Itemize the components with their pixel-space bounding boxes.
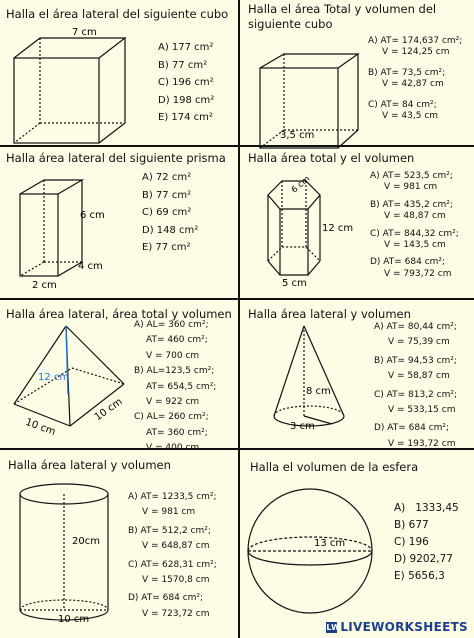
pyramid-figure: [0, 322, 140, 447]
problem-1-options: [158, 39, 214, 127]
option-c-volume: V = 533,15 cm: [388, 405, 456, 416]
option-a-volume: V = 75,39 cm: [388, 337, 450, 348]
option-e[interactable]: E) 174 cm²: [158, 112, 213, 123]
option-b[interactable]: B) 77 cm²: [158, 59, 208, 71]
option-a[interactable]: A) AT= 80,44 cm²;: [374, 322, 457, 332]
cube-figure: [0, 28, 140, 138]
prism-width-label: 2 cm: [32, 280, 57, 291]
problem-2-options: [368, 36, 462, 122]
sphere-diameter-label: 13 cm: [314, 538, 346, 549]
option-c[interactable]: C) 69 cm²: [142, 207, 192, 218]
option-d[interactable]: D) 148 cm²: [142, 224, 199, 236]
cylinder-figure: [0, 480, 130, 630]
problem-1: [0, 0, 238, 145]
option-b-volume: V = 42,87 cm: [382, 79, 444, 90]
problem-3: [0, 147, 238, 298]
option-b[interactable]: B) AT= 94,53 cm²;: [374, 355, 457, 366]
problem-5-title: Halla área lateral, área total y volumen: [6, 307, 232, 321]
problem-6: [240, 300, 474, 448]
option-a[interactable]: A) 177 cm²: [158, 42, 214, 53]
cone-radius-label: 3 cm: [290, 421, 315, 432]
option-b[interactable]: B) AL=123,5 cm²;: [134, 366, 215, 377]
problem-2-title: Halla el área Total y volumen del siguiente cubo: [248, 2, 437, 31]
option-a-total: AT= 460 cm²;: [146, 335, 208, 346]
cylinder-diameter-label: 10 cm: [58, 614, 90, 625]
pyramid-height-line: [66, 326, 68, 394]
option-b[interactable]: B) AT= 435,2 cm²;: [370, 199, 453, 210]
cone-figure: [240, 322, 360, 447]
option-c-volume: V = 1570,8 cm: [142, 575, 210, 586]
problem-4: [240, 147, 474, 298]
pyramid-base-label-2: 10 cm: [92, 396, 125, 424]
problem-2: [240, 0, 474, 145]
option-c[interactable]: C) AT= 844,32 cm²;: [370, 228, 459, 239]
cylinder-height-label: 20cm: [72, 536, 100, 547]
option-d[interactable]: D) 198 cm²: [158, 94, 215, 106]
option-b-volume: V = 58,87 cm: [388, 371, 450, 382]
option-b[interactable]: B) 677: [394, 519, 429, 531]
option-c-total: AT= 360 cm²;: [146, 427, 208, 438]
problem-3-options: [142, 169, 198, 257]
option-d[interactable]: D) AT= 684 cm²;: [374, 423, 450, 434]
option-c[interactable]: C) AT= 813,2 cm²;: [374, 389, 457, 400]
hexagonal-prism-figure: [240, 169, 360, 294]
hexagon-side-label: 6 cm: [289, 174, 313, 196]
liveworksheets-logo: [326, 620, 468, 634]
option-d[interactable]: D) 9202,77: [394, 553, 453, 565]
problem-6-options: [374, 322, 457, 450]
option-a[interactable]: A) AT= 1233,5 cm²;: [128, 492, 217, 502]
liveworksheets-logo-mark: LW: [326, 623, 341, 632]
option-d[interactable]: D) AT= 684 cm²;: [370, 257, 446, 268]
option-b[interactable]: B) AT= 73,5 cm²;: [368, 67, 446, 78]
problem-5-options: [134, 320, 216, 455]
cube-figure-2: [240, 34, 360, 144]
option-e[interactable]: E) 77 cm²: [142, 242, 191, 253]
option-d-volume: V = 723,72 cm: [142, 608, 210, 619]
option-c[interactable]: C) 196 cm²: [158, 77, 214, 88]
hexagon-base-label: 5 cm: [282, 278, 307, 289]
prism-depth-label: 4 cm: [78, 261, 103, 272]
problem-4-title: Halla área total y el volumen: [248, 151, 415, 165]
option-a-volume: V = 981 cm: [384, 182, 438, 193]
cone-height-label: 8 cm: [306, 386, 331, 397]
problem-4-options: [370, 171, 459, 280]
option-c[interactable]: C) AT= 628,31 cm²;: [128, 559, 217, 570]
liveworksheets-logo-text: LIVEWORKSHEETS: [340, 620, 468, 634]
problem-8: [240, 450, 474, 638]
pyramid-height-label: 12 cm: [38, 372, 70, 383]
option-a[interactable]: A) AT= 523,5 cm²;: [370, 171, 453, 181]
option-d-volume: V = 193,72 cm: [388, 438, 456, 449]
option-b[interactable]: B) 77 cm²: [142, 189, 192, 201]
option-c[interactable]: C) AT= 84 cm²;: [368, 99, 437, 110]
option-b[interactable]: B) AT= 512,2 cm²;: [128, 525, 211, 536]
option-b-total: AT= 654,5 cm²;: [146, 381, 217, 392]
prism-height-label: 12 cm: [322, 223, 354, 234]
option-b-volume: V = 48,87 cm: [384, 211, 446, 222]
problem-7-options: [128, 492, 217, 620]
option-a[interactable]: A) AL= 360 cm²;: [134, 320, 209, 330]
option-b-volume: V = 648,87 cm: [142, 541, 210, 552]
prism-figure: [0, 172, 110, 297]
problem-7: [0, 450, 238, 638]
option-a-volume: V = 981 cm: [142, 507, 196, 518]
prism-height-label: 6 cm: [80, 210, 105, 221]
problem-5: [0, 300, 238, 454]
option-b-volume: V = 922 cm: [146, 397, 200, 408]
cube-edge-label-2: 3,5 cm: [280, 130, 315, 141]
option-c[interactable]: C) 196: [394, 536, 429, 548]
option-c-volume: V = 400 cm: [146, 443, 200, 454]
problem-1-title: Halla el área lateral del siguiente cubo: [6, 7, 229, 21]
option-c[interactable]: C) AL= 260 cm²;: [134, 412, 209, 423]
option-d-volume: V = 793,72 cm: [384, 268, 452, 279]
problem-3-title: Halla área lateral del siguiente prisma: [6, 151, 226, 165]
option-a[interactable]: A) 72 cm²: [142, 172, 192, 183]
option-a[interactable]: A) AT= 174,637 cm²;: [368, 36, 463, 46]
option-d[interactable]: D) AT= 684 cm²;: [128, 593, 204, 604]
option-c-volume: V = 143,5 cm: [384, 240, 446, 251]
problem-6-title: Halla área lateral y volumen: [248, 307, 411, 321]
option-e[interactable]: E) 5656,3: [394, 570, 445, 582]
problem-8-options: [394, 500, 459, 585]
cube-edge-label: 7 cm: [72, 27, 97, 38]
option-a-volume: V = 124,25 cm: [382, 47, 450, 58]
pyramid-base-label-1: 10 cm: [23, 416, 57, 438]
option-a[interactable]: A) 1333,45: [394, 502, 459, 514]
option-c-volume: V = 43,5 cm: [382, 111, 439, 122]
option-a-volume: V = 700 cm: [146, 350, 200, 361]
problem-7-title: Halla área lateral y volumen: [8, 458, 171, 472]
problem-8-title: Halla el volumen de la esfera: [250, 460, 419, 474]
sphere-figure: [240, 480, 380, 630]
